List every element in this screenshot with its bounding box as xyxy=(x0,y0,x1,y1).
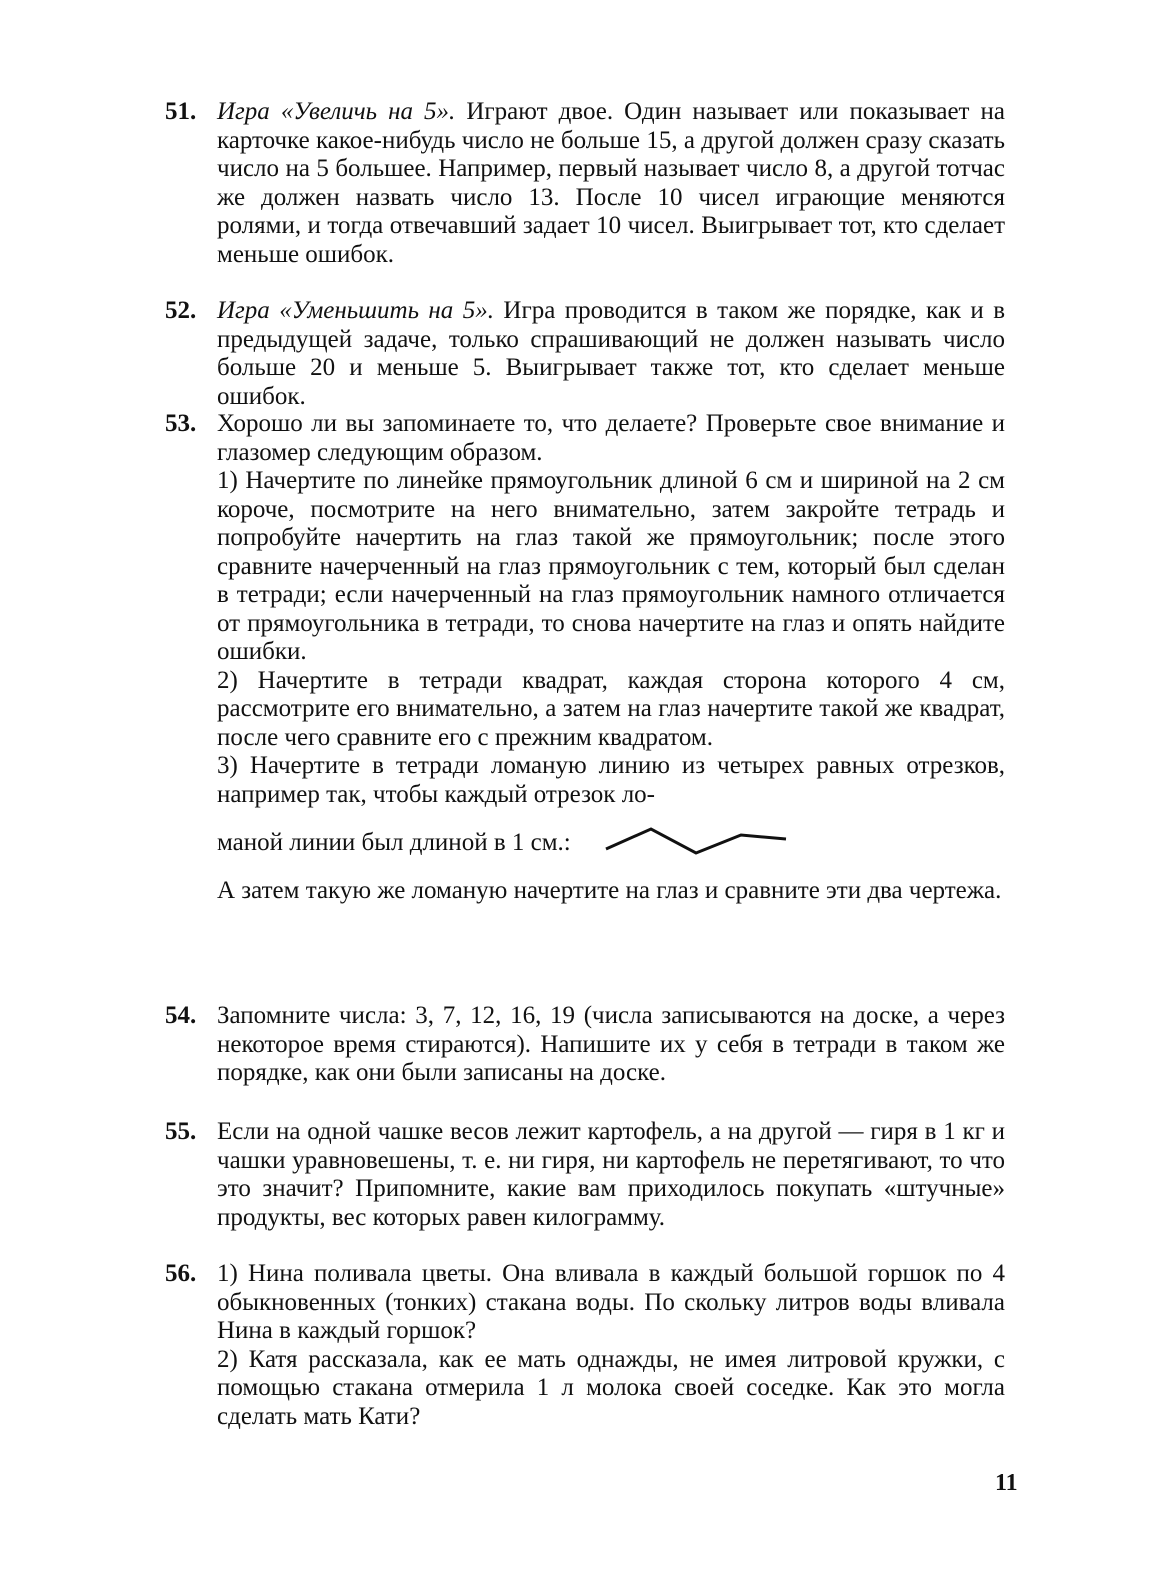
problem-intro: Хорошо ли вы запоминаете то, что делаете? Проверьте свое внимание и глазомер следующим образом. xyxy=(217,410,1005,466)
problem-56 xyxy=(165,1260,1005,1431)
problem-number: 54. xyxy=(165,1002,197,1029)
problem-51 xyxy=(165,98,1005,269)
page-number: 11 xyxy=(995,1470,1018,1496)
problem-part-1: 1) Начертите по линейке прямоугольник длиной 6 см и шириной на 2 см короче, посмотрите на него внимательно, затем закройте тетрадь и попробуйте начертить на глаз такой же прямоугольник; после этого сравните начерченный на глаз прямоугольник с тем, который был сделан в тетради; если начерченный на глаз прямоугольник намного отличается от прямоугольника в тетради, то снова начертите на глаз и опять найдите ошибки. xyxy=(217,467,1005,665)
problem-part-3-continued: маной линии был длиной в 1 см.: xyxy=(217,828,571,856)
problem-number: 52. xyxy=(165,297,197,324)
problem-54 xyxy=(165,1002,1005,1088)
problem-number: 53. xyxy=(165,410,197,437)
problem-part-2: 2) Катя рассказала, как ее мать однажды, не имея литровой кружки, с помощью стакана отмерила 1 л молока своей соседке. Как это могла сделать мать Кати? xyxy=(217,1345,1005,1430)
broken-line-figure xyxy=(601,823,791,863)
problem-part-3: 3) Начертите в тетради ломаную линию из четырех равных отрезков, например так, чтобы каждый отрезок ло- xyxy=(217,752,1005,808)
problem-text: Запомните числа: 3, 7, 12, 16, 19 (числа записываются на доске, а через некоторое время стираются). Напишите их у себя в тетради в таком же порядке, как они были записаны на доске. xyxy=(217,1002,1005,1086)
problem-number: 55. xyxy=(165,1118,197,1145)
problem-text: Играют двое. Один называет или показывает на карточке какое-нибудь число не больше 15, а другой должен сразу сказать число на 5 большее. Например, первый называет число 8, а другой тотчас же должен назвать число 13. После 10 чисел играющие меняются ролями, и тогда отвечавший задает 10 чисел. Выигрывает тот, кто сделает меньше ошибок. xyxy=(217,98,1006,268)
problem-text: Игра проводится в таком же порядке, как и в предыдущей задаче, только спрашивающий не должен называть число больше 20 и меньше 5. Выигрывает также тот, кто сделает меньше ошибок. xyxy=(217,297,1006,410)
problem-52 xyxy=(165,297,1005,411)
problem-title: Игра «Уменьшить на 5». xyxy=(217,297,494,324)
problem-title: Игра «Увеличь на 5». xyxy=(217,98,456,125)
problem-55 xyxy=(165,1118,1005,1232)
problem-number: 56. xyxy=(165,1260,197,1287)
problem-part-3-end: А затем такую же ломаную начертите на глаз и сравните эти два чертежа. xyxy=(217,877,1002,904)
problem-53 xyxy=(165,410,1005,906)
problem-number: 51. xyxy=(165,98,197,125)
problem-part-2: 2) Начертите в тетради квадрат, каждая сторона которого 4 см, рассмотрите его внимательно, а затем на глаз начертите такой же квадрат, после чего сравните его с прежним квадратом. xyxy=(217,666,1005,751)
problem-part-1: 1) Нина поливала цветы. Она вливала в каждый большой горшок по 4 обыкновенных (тонких) стакана воды. По скольку литров воды вливала Нина в каждый горшок? xyxy=(217,1260,1005,1344)
problem-text: Если на одной чашке весов лежит картофель, а на другой — гиря в 1 кг и чашки уравновешены, т. е. ни гиря, ни картофель не перетягивают, то что это значит? Припомните, какие вам приходилось покупать «штучные» продукты, вес которых равен килограмму. xyxy=(217,1118,1005,1231)
